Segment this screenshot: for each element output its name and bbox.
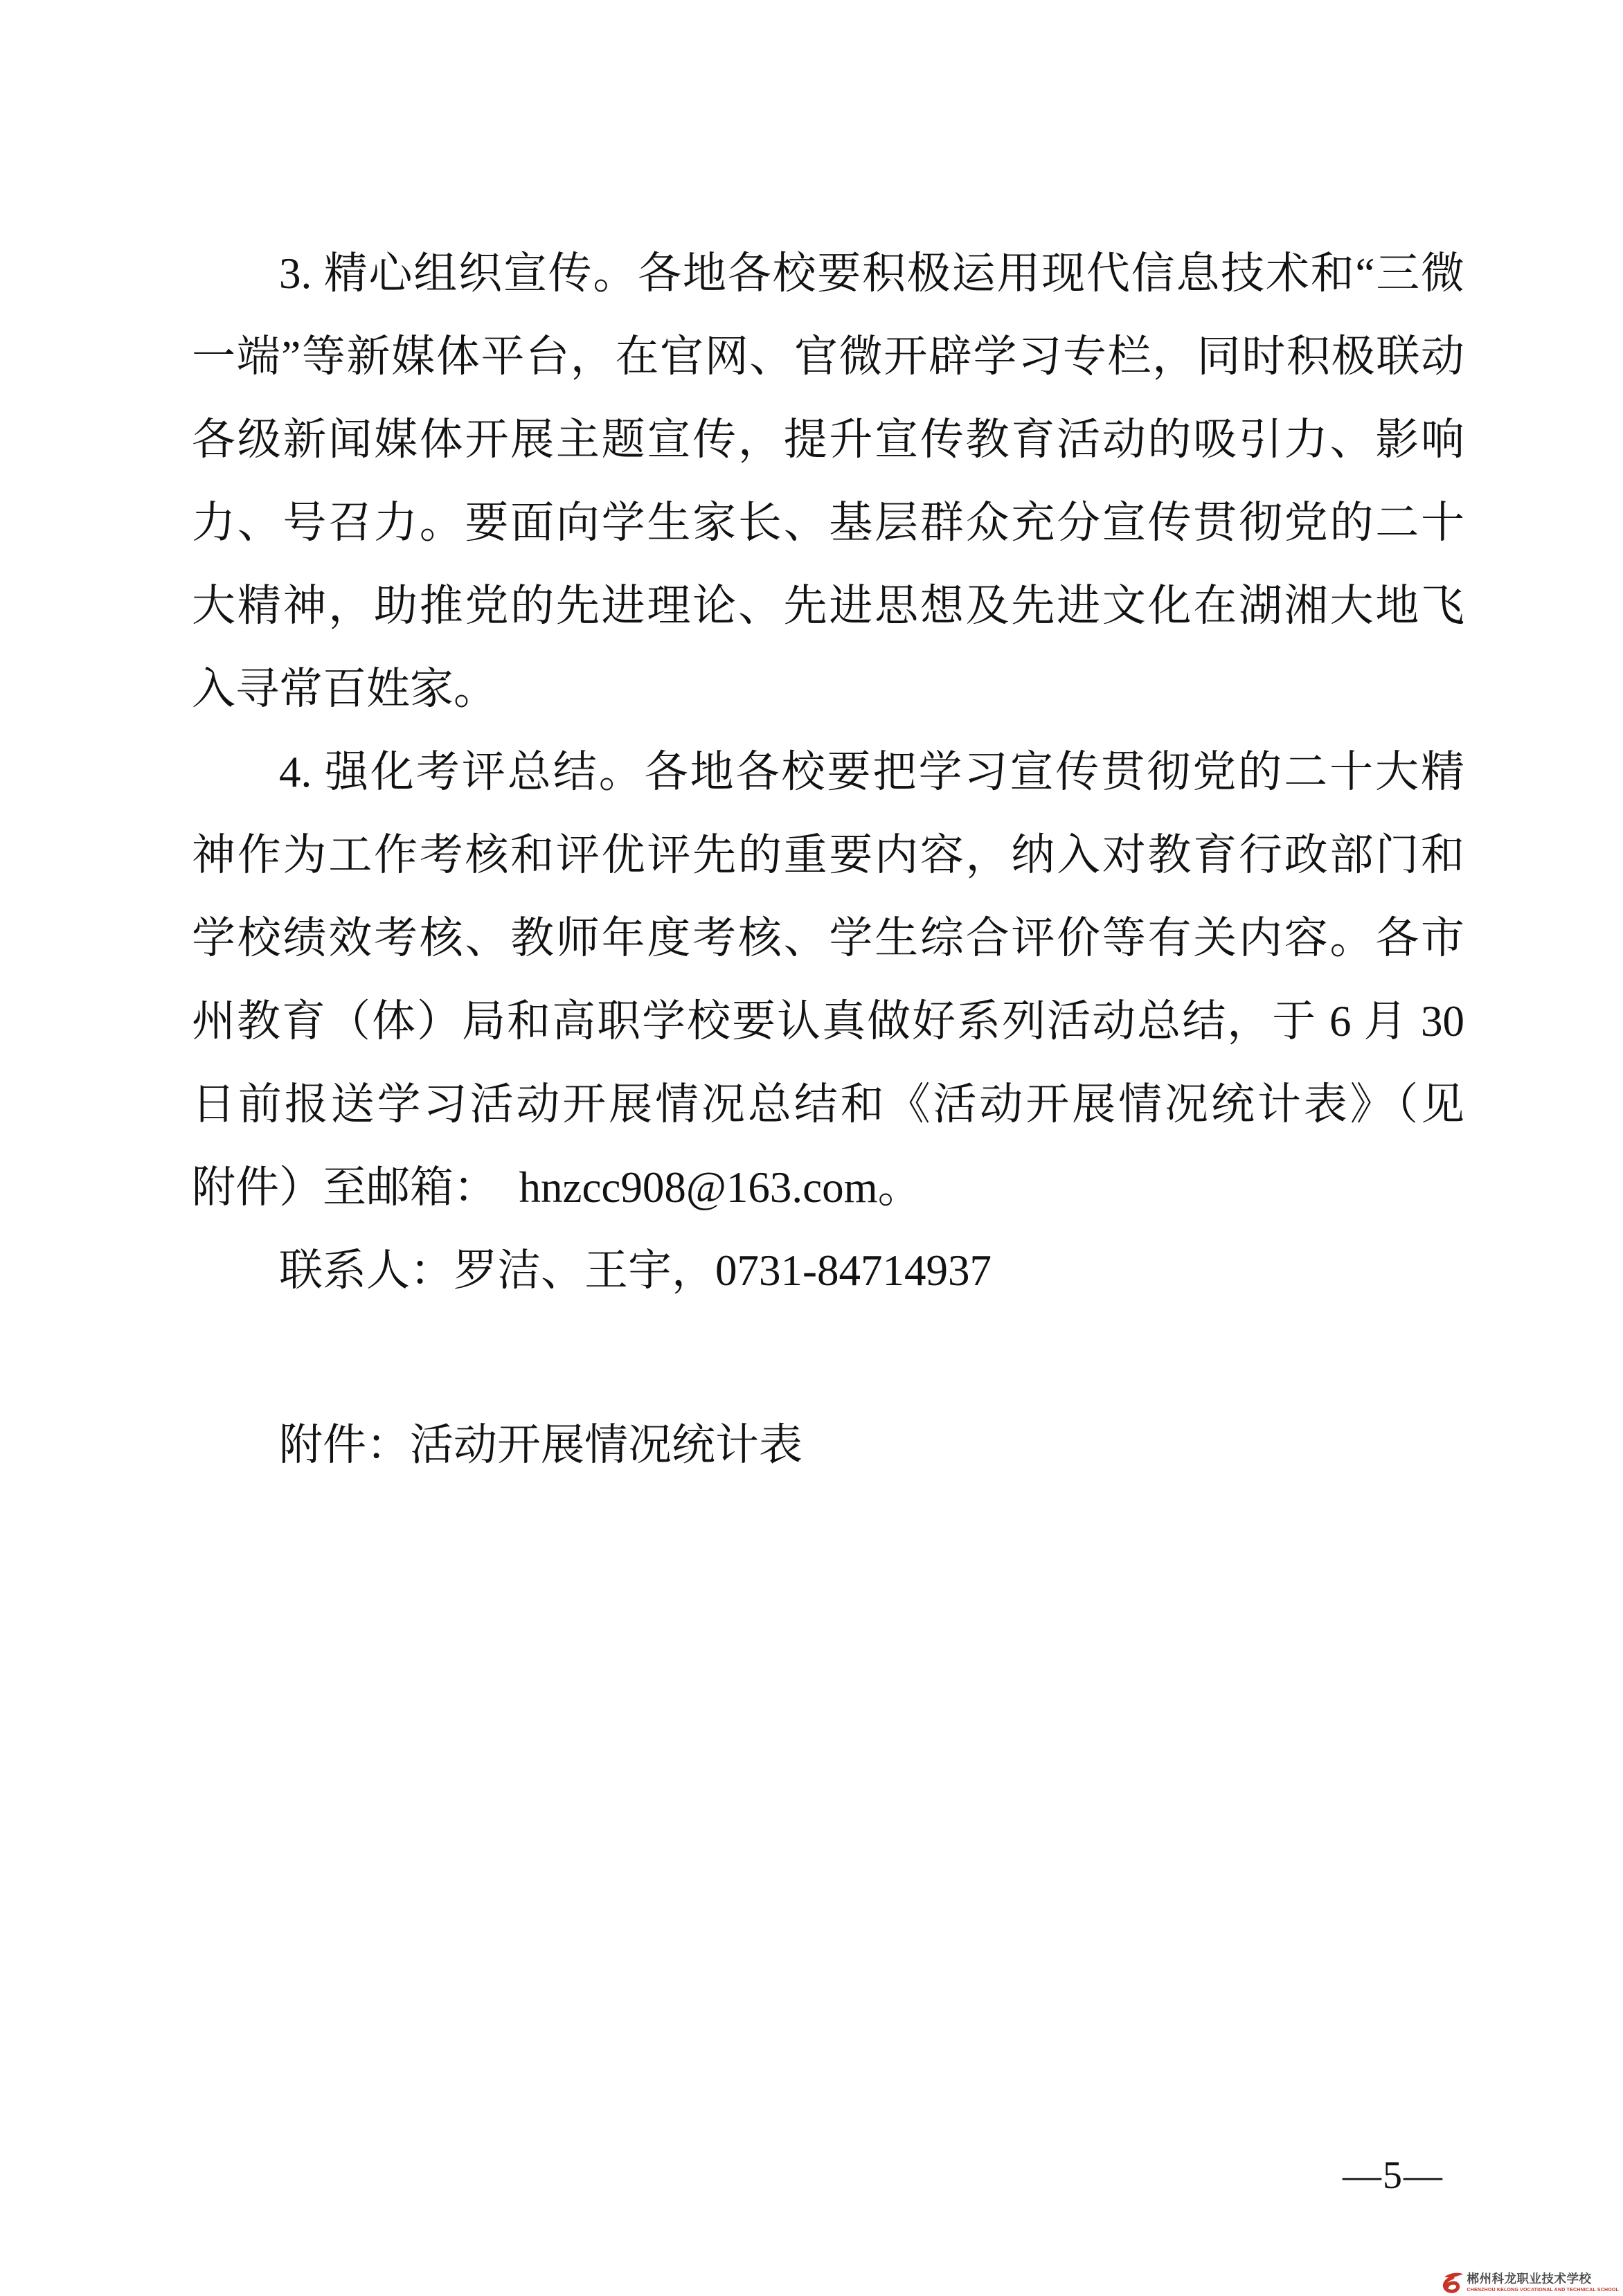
- text-line: 一端”等新媒体平台，在官网、官微开辟学习专栏，同时积极联动: [192, 332, 1464, 381]
- text-line: 学校绩效考核、教师年度考核、学生综合评价等有关内容。各市: [192, 914, 1464, 962]
- text-line: 大精神，助推党的先进理论、先进思想及先进文化在湖湘大地飞: [192, 582, 1464, 630]
- text-line: 4. 强化考评总结。各地各校要把学习宣传贯彻党的二十大精: [279, 748, 1464, 796]
- kelong-swoosh-icon: [1440, 2272, 1464, 2295]
- text-line: 3. 精心组织宣传。各地各校要积极运用现代信息技术和“三微: [279, 249, 1464, 298]
- school-logo-text: [1467, 2272, 1619, 2293]
- page-number: —5—: [1343, 2154, 1444, 2197]
- text-line: 附件：活动开展情况统计表: [279, 1421, 802, 1469]
- school-logo: [1440, 2272, 1619, 2295]
- text-line: 各级新闻媒体开展主题宣传，提升宣传教育活动的吸引力、影响: [192, 415, 1464, 464]
- text-line: 附件）至邮箱： hnzcc908@163.com。: [192, 1163, 922, 1212]
- text-line: 力、号召力。要面向学生家长、基层群众充分宣传贯彻党的二十: [192, 499, 1464, 547]
- document-text-block: [192, 232, 1464, 1487]
- text-line: 州教育（体）局和高职学校要认真做好系列活动总结，于 6 月 30: [192, 997, 1464, 1046]
- text-line: 联系人：罗洁、王宇，0731-84714937: [279, 1246, 992, 1295]
- text-line: 神作为工作考核和评优评先的重要内容，纳入对教育行政部门和: [192, 831, 1464, 879]
- text-line: 日前报送学习活动开展情况总结和《活动开展情况统计表》（见: [192, 1080, 1464, 1129]
- school-name-chinese: 郴州科龙职业技术学校: [1467, 2272, 1592, 2286]
- school-name-english: CHENZHOU KELONG VOCATIONAL AND TECHNICAL SCHOOL: [1467, 2288, 1619, 2293]
- text-line: 入寻常百姓家。: [192, 665, 497, 713]
